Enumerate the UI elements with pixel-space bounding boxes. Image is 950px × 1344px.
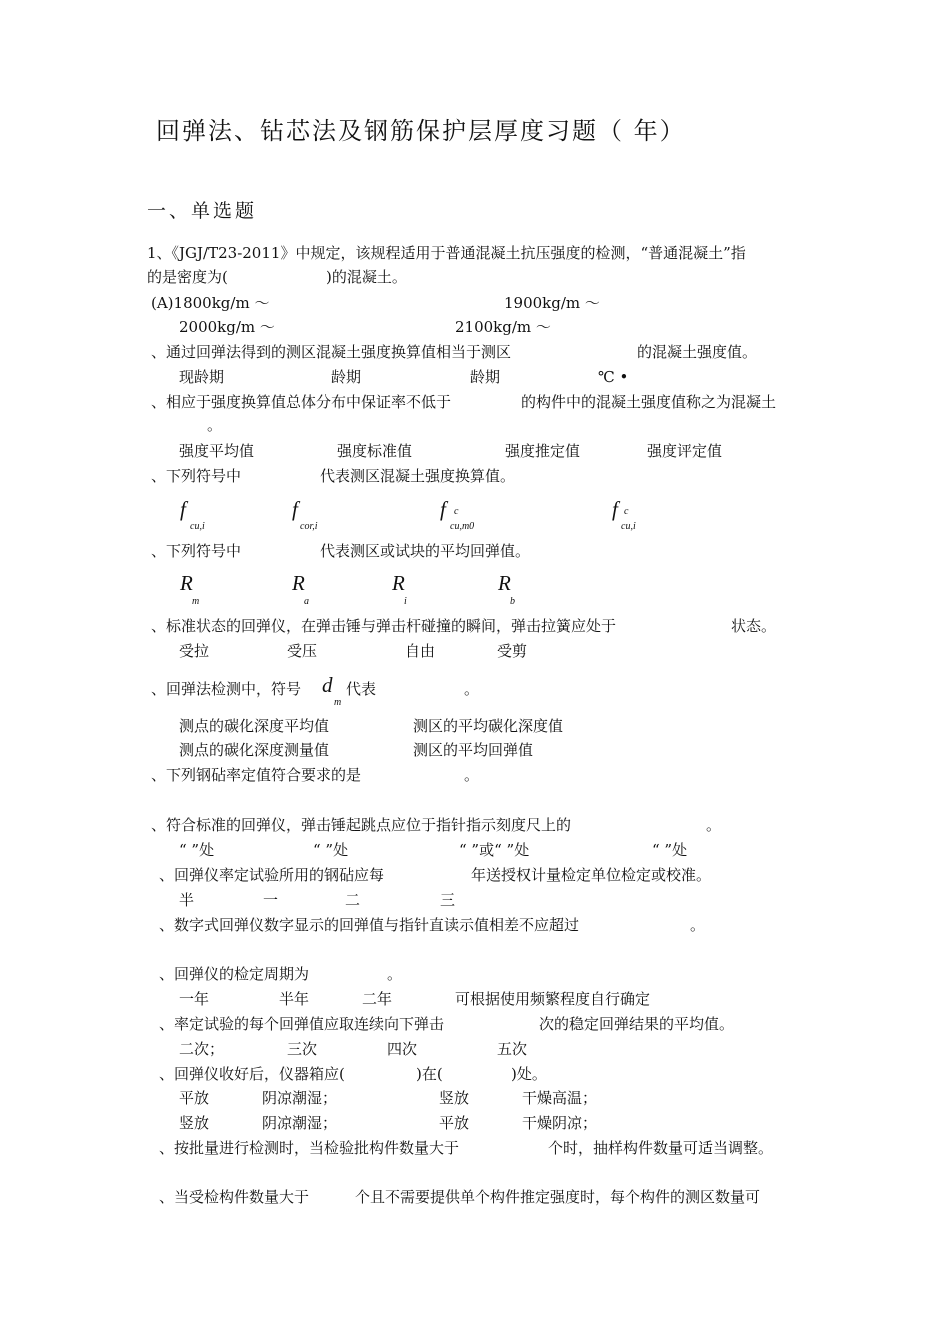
q5-symbol-1-r: R (180, 571, 193, 595)
q3-option-2: 强度标准值 (337, 442, 413, 460)
q12-option-4: 可根据使用频繁程度自行确定 (455, 990, 651, 1008)
question-15-stem: 、按批量进行检测时，当检验批构件数量大于 (159, 1139, 460, 1157)
q7-option-1: 测点的碳化深度平均值 (179, 717, 330, 735)
q3-option-1: 强度平均值 (179, 442, 255, 460)
q14-option-3-b: 阴凉潮湿； (262, 1114, 338, 1132)
q13-option-4: 五次 (497, 1040, 528, 1058)
question-7-stem-end: 代表 (346, 680, 377, 698)
q1-option-a: (A)1800kg/m ～ (151, 294, 270, 312)
q4-symbol-3-sup: c (454, 506, 459, 517)
question-4-stem-end: 代表测区混凝土强度换算值。 (320, 467, 516, 485)
q14-option-2-a: 竖放 (439, 1089, 470, 1107)
q7-symbol-sub: m (334, 697, 342, 708)
q12-option-3: 二年 (362, 990, 393, 1008)
question-16-stem-end: 个且不需要提供单个构件推定强度时，每个构件的测区数量可 (355, 1188, 761, 1206)
q9-option-4: “ ”处 (652, 841, 688, 859)
question-8-tail: 。 (464, 766, 480, 784)
question-10-stem-end: 年送授权计量检定单位检定或校准。 (471, 866, 712, 884)
q13-option-1: 二次； (179, 1040, 225, 1058)
question-7-tail: 。 (464, 680, 480, 698)
question-2-stem: 、通过回弹法得到的测区混凝土强度换算值相当于测区 (151, 343, 512, 361)
q6-option-4: 受剪 (497, 642, 528, 660)
q5-symbol-3-r: R (392, 571, 405, 595)
q14-option-1-a: 平放 (179, 1089, 210, 1107)
question-9-tail: 。 (706, 816, 722, 834)
question-4-stem: 、下列符号中 (151, 467, 242, 485)
question-13-stem: 、率定试验的每个回弹值应取连续向下弹击 (159, 1015, 445, 1033)
q9-option-1: “ ”处 (179, 841, 215, 859)
q9-option-3: “ ”或“ ”处 (459, 841, 530, 859)
q6-option-2: 受压 (287, 642, 318, 660)
q4-symbol-2-f: f (292, 497, 298, 521)
q6-option-1: 受拉 (179, 642, 210, 660)
q5-symbol-1-sub: m (192, 596, 200, 607)
section-heading: 一、单选题 (147, 200, 258, 222)
question-12-tail: 。 (387, 965, 403, 983)
question-1-line-1: 1、《JGJ/T23-2011》中规定，该规程适用于普通混凝土抗压强度的检测，“普通混凝土”指 (147, 244, 746, 262)
q1-option-d: 2100kg/m ～ (455, 318, 551, 336)
q2-option-4: ℃ • (598, 368, 629, 386)
q10-option-3: 二 (345, 891, 361, 909)
question-16-stem: 、当受检构件数量大于 (159, 1188, 310, 1206)
q3-option-4: 强度评定值 (647, 442, 723, 460)
question-3-tail: 。 (207, 416, 223, 434)
q10-option-1: 半 (179, 891, 195, 909)
q5-symbol-2-r: R (292, 571, 305, 595)
q14-option-4-b: 干燥阴凉； (522, 1114, 598, 1132)
q5-symbol-2-sub: a (304, 596, 309, 607)
question-6-stem: 、标准状态的回弹仪，在弹击锤与弹击杆碰撞的瞬间，弹击拉簧应处于 (151, 617, 617, 635)
question-11-stem: 、数字式回弹仪数字显示的回弹值与指针直读示值相差不应超过 (159, 916, 580, 934)
q13-option-2: 三次 (287, 1040, 318, 1058)
question-9-stem: 、符合标准的回弹仪，弹击锤起跳点应位于指针指示刻度尺上的 (151, 816, 572, 834)
q5-symbol-4-r: R (498, 571, 511, 595)
q4-symbol-4-f: f (612, 497, 618, 521)
q13-option-3: 四次 (387, 1040, 418, 1058)
question-10-stem: 、回弹仪率定试验所用的钢砧应每 (159, 866, 385, 884)
question-3-stem-end: 的构件中的混凝土强度值称之为混凝土 (521, 393, 777, 411)
question-8-stem: 、下列钢砧率定值符合要求的是 (151, 766, 362, 784)
q6-option-3: 自由 (405, 642, 436, 660)
question-1-line-2: 的是密度为( (147, 268, 228, 286)
question-14-stem: 、回弹仪收好后，仪器箱应( (159, 1065, 345, 1083)
question-1-line-2-end: )的混凝土。 (326, 268, 407, 286)
q4-symbol-2-sub: cor,i (300, 521, 318, 532)
q5-symbol-4-sub: b (510, 596, 515, 607)
q7-option-4: 测区的平均回弹值 (413, 741, 534, 759)
q14-option-3-a: 竖放 (179, 1114, 210, 1132)
q7-option-3: 测点的碳化深度测量值 (179, 741, 330, 759)
q4-symbol-1-f: f (180, 497, 186, 521)
question-7-stem: 、回弹法检测中，符号 (151, 680, 302, 698)
question-3-stem: 、相应于强度换算值总体分布中保证率不低于 (151, 393, 452, 411)
q2-option-2: 龄期 (331, 368, 362, 386)
q4-symbol-3-sub: cu,m0 (450, 521, 475, 532)
q4-symbol-4-sub: cu,i (621, 521, 636, 532)
question-15-stem-end: 个时，抽样构件数量可适当调整。 (548, 1139, 774, 1157)
q4-symbol-4-sup: c (624, 506, 629, 517)
q3-option-3: 强度推定值 (505, 442, 581, 460)
q9-option-2: “ ”处 (313, 841, 349, 859)
q7-option-2: 测区的平均碳化深度值 (413, 717, 564, 735)
q1-option-b: 1900kg/m ～ (504, 294, 600, 312)
q2-option-1: 现龄期 (179, 368, 225, 386)
question-12-stem: 、回弹仪的检定周期为 (159, 965, 310, 983)
question-5-stem-end: 代表测区或试块的平均回弹值。 (320, 542, 531, 560)
q12-option-2: 半年 (279, 990, 310, 1008)
question-13-stem-end: 次的稳定回弹结果的平均值。 (539, 1015, 735, 1033)
q7-symbol-d: d (322, 673, 333, 697)
q4-symbol-3-f: f (440, 497, 446, 521)
q14-option-1-b: 阴凉潮湿； (262, 1089, 338, 1107)
q4-symbol-1-sub: cu,i (190, 521, 205, 532)
q10-option-2: 一 (263, 891, 279, 909)
q14-option-4-a: 平放 (439, 1114, 470, 1132)
q14-option-2-b: 干燥高温； (522, 1089, 598, 1107)
question-6-stem-end: 状态。 (731, 617, 777, 635)
q12-option-1: 一年 (179, 990, 210, 1008)
question-14-stem-mid: )在( (416, 1065, 443, 1083)
page-title: 回弹法、钻芯法及钢筋保护层厚度习题（ 年） (156, 117, 686, 145)
question-14-stem-end: )处。 (511, 1065, 547, 1083)
q10-option-4: 三 (440, 891, 456, 909)
question-5-stem: 、下列符号中 (151, 542, 242, 560)
question-2-stem-end: 的混凝土强度值。 (637, 343, 758, 361)
question-11-tail: 。 (690, 916, 706, 934)
q1-option-c: 2000kg/m ～ (179, 318, 275, 336)
q5-symbol-3-sub: i (404, 596, 407, 607)
q2-option-3: 龄期 (470, 368, 501, 386)
